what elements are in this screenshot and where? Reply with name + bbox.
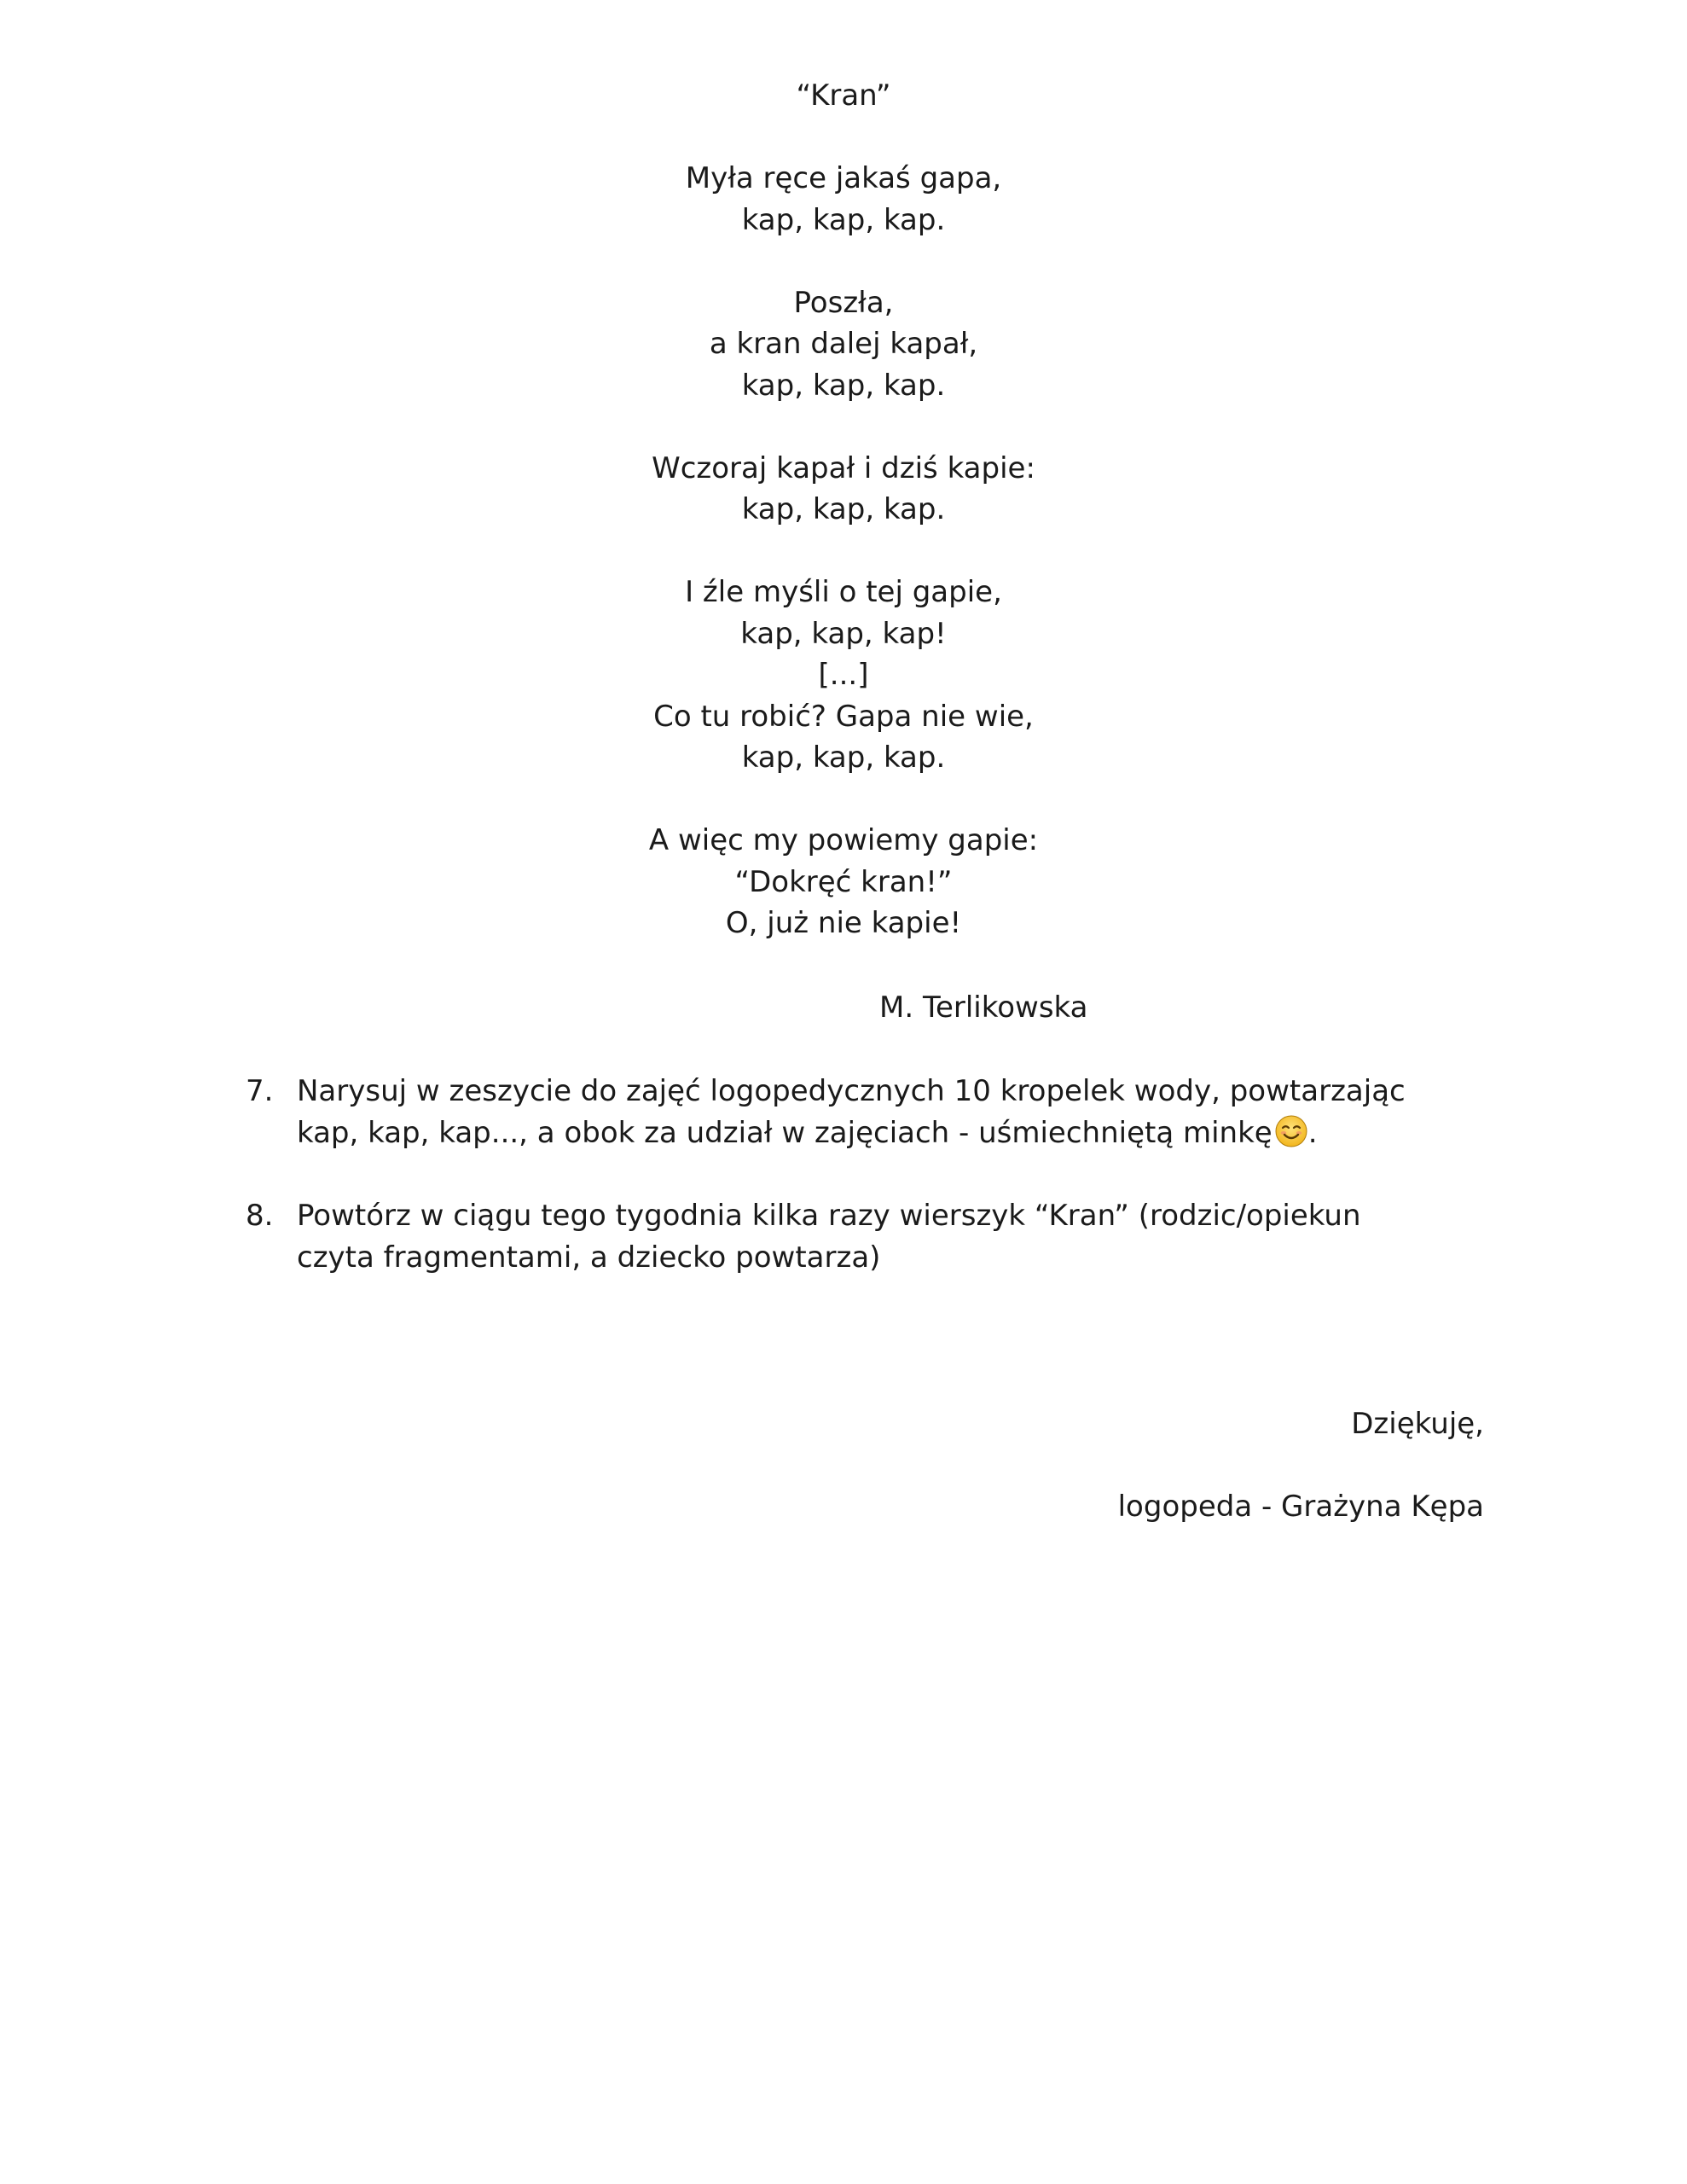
list-item-number: 7. [246,1074,274,1108]
poem-line: [...] [818,658,869,692]
poem-line: kap, kap, kap. [741,492,946,526]
poem-line: A więc my powiemy gapie: [648,823,1039,857]
list-item-text [297,1071,1491,1153]
poem-line: “Dokręć kran!” [734,864,953,899]
poem-line: O, już nie kapie! [725,906,962,940]
task-text-fragment: kap, kap, kap..., a obok za udział w zajęciach - uśmiechniętą minkę [297,1115,1272,1150]
poem-line [0,241,1687,282]
poem-line [0,406,1687,448]
poem-line: a kran dalej kapał, [709,327,978,361]
poem-line: kap, kap, kap. [741,368,946,403]
list-item-text [297,1195,1491,1278]
poem-title: “Kran” [796,78,891,113]
closing-thanks: Dziękuję, [1351,1407,1484,1441]
poem-line: I źle myśli o tej gapie, [685,575,1002,609]
task-text-line: Powtórz w ciągu tego tygodnia kilka razy wierszyk “Kran” (rodzic/opiekun [297,1199,1361,1233]
task-text-line: Narysuj w zeszycie do zajęć logopedycznych 10 kropelek wody, powtarzając [297,1074,1406,1108]
poem-author: M. Terlikowska [879,990,1088,1025]
closing-signature: logopeda - Grażyna Kępa [1117,1490,1484,1524]
poem-line [0,117,1687,159]
poem-line: kap, kap, kap. [741,202,946,237]
smiling-face-icon [1274,1114,1308,1148]
poem [0,75,1687,944]
poem-line: Myła ręce jakaś gapa, [685,161,1002,195]
poem-line: Co tu robić? Gapa nie wie, [653,699,1034,734]
task-text-line: czyta fragmentami, a dziecko powtarza) [297,1240,881,1275]
poem-line: kap, kap, kap. [741,741,946,775]
poem-line [0,779,1687,821]
poem-line: Wczoraj kapał i dziś kapie: [652,450,1035,485]
task-text-fragment: . [1307,1115,1318,1150]
poem-line: Poszła, [793,285,894,320]
list-item-number: 8. [246,1199,274,1233]
poem-line [0,531,1687,572]
poem-line: kap, kap, kap! [740,616,947,651]
task-text-line [297,1112,1491,1154]
